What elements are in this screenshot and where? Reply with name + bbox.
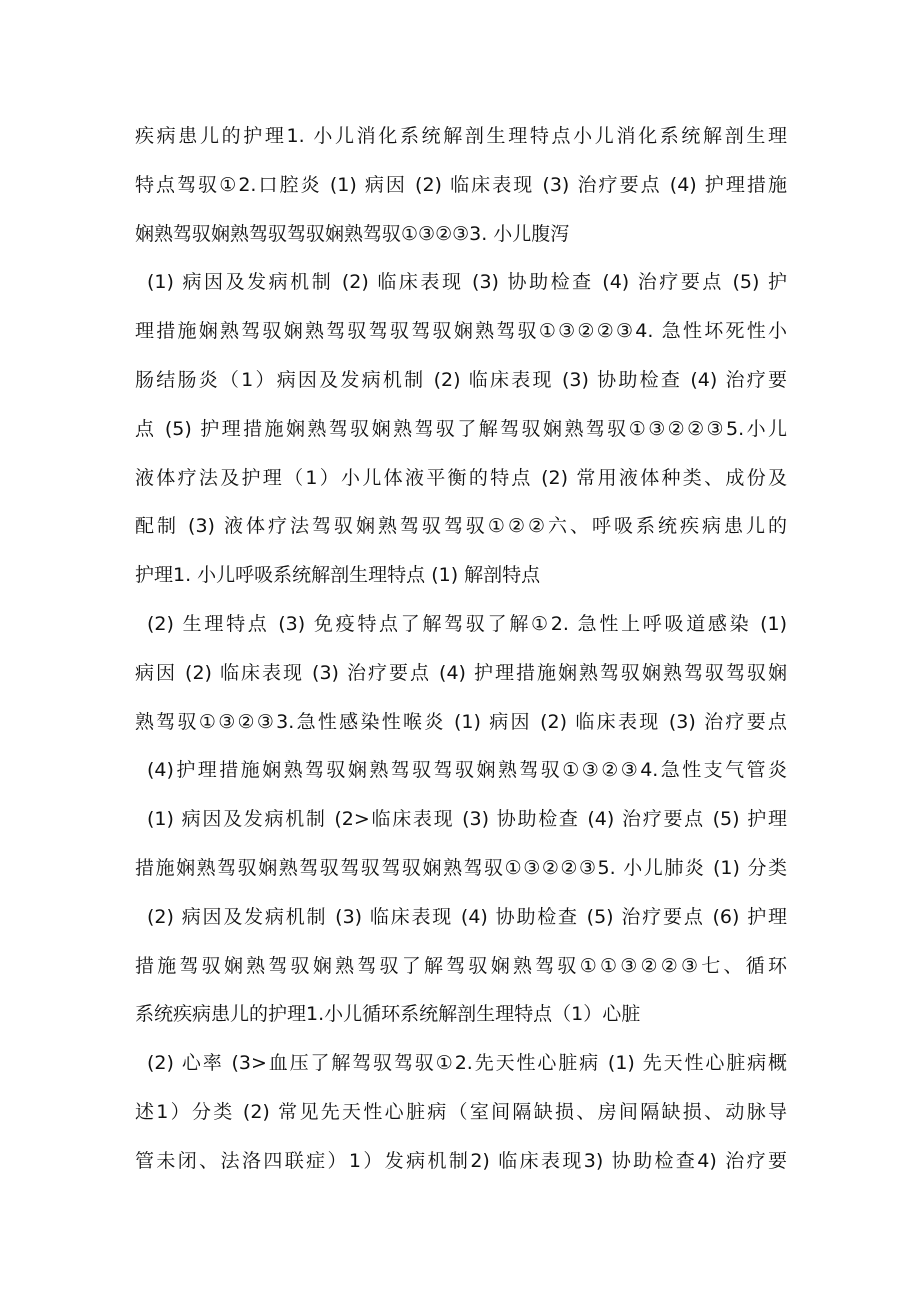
text-line-13: 熟驾驭①③②③3.急性感染性喉炎 (1) 病因 (2) 临床表现 (3) 治疗要点	[135, 710, 787, 733]
text-line-2: 特点驾驭①2.口腔炎 (1) 病因 (2) 临床表现 (3) 治疗要点 (4) 护理措施	[135, 173, 787, 196]
text-line-6: 肠结肠炎（1）病因及发病机制 (2) 临床表现 (3) 协助检查 (4) 治疗要	[135, 368, 787, 391]
text-line-4: (1) 病因及发病机制 (2) 临床表现 (3) 协助检查 (4) 治疗要点 (5) 护	[147, 271, 787, 294]
text-line-10: 护理1. 小儿呼吸系统解剖生理特点 (1) 解剖特点	[135, 564, 541, 587]
text-line-22: 管未闭、法洛四联症）1）发病机制2) 临床表现3) 协助检查4) 治疗要	[135, 1149, 787, 1172]
text-line-1: 疾病患儿的护理1. 小儿消化系统解剖生理特点小儿消化系统解剖生理	[135, 125, 787, 147]
text-line-15: (1) 病因及发病机制 (2>临床表现 (3) 协助检查 (4) 治疗要点 (5) 护理	[147, 808, 787, 831]
text-line-20: (2) 心率 (3>血压了解驾驭驾驭①2.先天性心脏病 (1) 先天性心脏病概	[147, 1052, 787, 1075]
text-line-16: 措施娴熟驾驭娴熟驾驭驾驭驾驭娴熟驾驭①③②②③5. 小儿肺炎 (1) 分类	[135, 856, 787, 879]
text-line-9: 配制 (3) 液体疗法驾驭娴熟驾驭驾驭①②②六、呼吸系统疾病患儿的	[135, 515, 787, 538]
text-line-18: 措施驾驭娴熟驾驭娴熟驾驭了解驾驭娴熟驾驭①①③②②③七、循环	[135, 954, 787, 977]
text-line-7: 点 (5) 护理措施娴熟驾驭娴熟驾驭了解驾驭娴熟驾驭①③②②③5.小儿	[135, 417, 787, 440]
text-line-17: (2) 病因及发病机制 (3) 临床表现 (4) 协助检查 (5) 治疗要点 (6) 护理	[147, 905, 787, 928]
text-line-11: (2) 生理特点 (3) 免疫特点了解驾驭了解①2. 急性上呼吸道感染 (1)	[147, 612, 787, 635]
text-line-19: 系统疾病患儿的护理1.小儿循环系统解剖生理特点（1）心脏	[135, 1003, 641, 1026]
document-body	[135, 112, 787, 1186]
text-line-14: (4)护理措施娴熟驾驭娴熟驾驭驾驭娴熟驾驭①③②③4.急性支气管炎	[147, 759, 787, 782]
text-line-5: 理措施娴熟驾驭娴熟驾驭驾驭驾驭娴熟驾驭①③②②③4. 急性坏死性小	[135, 320, 787, 343]
text-line-12: 病因 (2) 临床表现 (3) 治疗要点 (4) 护理措施娴熟驾驭娴熟驾驭驾驭娴	[135, 661, 787, 684]
text-line-3: 娴熟驾驭娴熟驾驭驾驭娴熟驾驭①③②③3. 小儿腹泻	[135, 222, 570, 245]
text-line-8: 液体疗法及护理（1）小儿体液平衡的特点 (2) 常用液体种类、成份及	[135, 466, 787, 489]
text-line-21: 述1）分类 (2) 常见先天性心脏病（室间隔缺损、房间隔缺损、动脉导	[135, 1100, 787, 1123]
